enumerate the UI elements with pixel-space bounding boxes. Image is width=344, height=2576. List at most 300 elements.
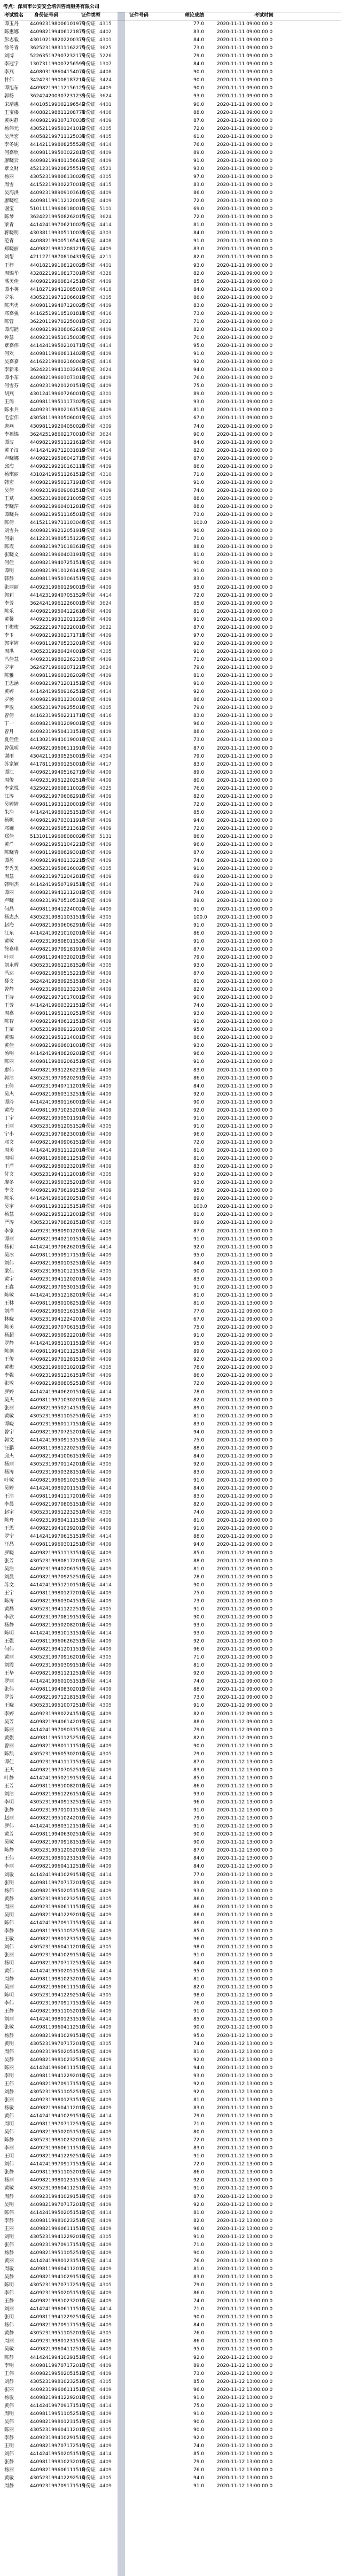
cell-score: 86.0 xyxy=(193,2339,205,2344)
cell-name: 周雪 xyxy=(4,182,14,188)
cell-exam-time: 2020-11-11 09:00:00 0 xyxy=(217,600,273,606)
cell-exam-time: 2020-11-11 09:00:00 0 xyxy=(217,222,273,228)
table-row xyxy=(3,2281,341,2289)
cell-score: 83.0 xyxy=(193,1164,205,1170)
cell-doc-type: 身份证 xyxy=(81,2299,96,2304)
cell-name: 谭小英 xyxy=(4,287,19,292)
cell-seat: 4409 xyxy=(99,2315,112,2320)
cell-score: 96.0 xyxy=(193,1647,205,1653)
cell-id-number: 440982199312262213 xyxy=(30,1067,85,1073)
cell-doc-type: 身份证 xyxy=(81,222,96,228)
cell-id-number: 441424199712031819 xyxy=(30,448,85,453)
cell-name: 杨慧 xyxy=(4,1212,14,1218)
cell-name: 陈静 xyxy=(4,2355,14,2361)
cell-id-number: 440923199504131514 xyxy=(30,729,85,735)
cell-exam-time: 2020-11-11 13:00:00 0 xyxy=(217,1252,273,1258)
table-row xyxy=(3,1654,341,1662)
cell-score: 73.0 xyxy=(193,512,205,518)
cell-id-number: 441522199302270012 xyxy=(30,182,85,188)
cell-exam-time: 2020-11-12 13:00:00 0 xyxy=(217,1840,273,1846)
table-row xyxy=(3,1734,341,1742)
cell-exam-time: 2020-11-12 13:00:00 0 xyxy=(217,2146,273,2151)
cell-exam-time: 2020-11-12 09:00:00 0 xyxy=(217,1494,273,1500)
table-row xyxy=(3,1574,341,1582)
cell-doc-type: 身份证 xyxy=(81,37,96,43)
cell-score: 72.0 xyxy=(193,1139,205,1145)
cell-seat: 4409 xyxy=(99,1453,112,1459)
cell-seat: 4409 xyxy=(99,2178,112,2184)
cell-seat: 4305 xyxy=(99,2234,112,2240)
table-row xyxy=(3,1107,341,1115)
cell-doc-type: 身份证 xyxy=(81,1928,96,1934)
cell-id-number: 440923199201201512 xyxy=(30,383,85,389)
cell-score: 77.0 xyxy=(193,1872,205,1878)
cell-seat: 4409 xyxy=(99,1816,112,1822)
cell-id-number: 440982199407251511 xyxy=(30,560,85,566)
cell-id-number: 430523199511052012 xyxy=(30,2331,85,2336)
cell-score: 90.0 xyxy=(193,995,205,1001)
cell-name: 宋靖惠 xyxy=(4,102,19,107)
cell-exam-time: 2020-11-12 13:00:00 0 xyxy=(217,1832,273,1838)
cell-seat: 4409 xyxy=(99,480,112,485)
cell-doc-type: 身份证 xyxy=(81,1719,96,1725)
cell-name: 陈晓青 xyxy=(4,850,19,856)
cell-exam-time: 2020-11-12 09:00:00 0 xyxy=(217,1373,273,1379)
cell-doc-type: 身份证 xyxy=(81,1977,96,1983)
cell-id-number: 440982199409061512 xyxy=(30,1139,85,1145)
cell-score: 91.0 xyxy=(193,922,205,928)
cell-id-number: 440981199810082018 xyxy=(30,1783,85,1789)
cell-exam-time: 2020-11-11 09:00:00 0 xyxy=(217,303,273,308)
cell-score: 93.0 xyxy=(193,1011,205,1017)
cell-doc-type: 身份证 xyxy=(81,1888,96,1894)
cell-score: 92.0 xyxy=(193,689,205,695)
cell-doc-type: 身份证 xyxy=(81,2443,96,2449)
table-row xyxy=(3,761,341,769)
cell-seat: 4409 xyxy=(99,1204,112,1210)
table-row xyxy=(3,1413,341,1421)
cell-id-number: 441424199507191511 xyxy=(30,882,85,888)
cell-name: 叶丽 xyxy=(4,954,14,960)
cell-name: 杨敏 xyxy=(4,2395,14,2401)
cell-name: 陈蓉 xyxy=(4,319,14,325)
cell-seat: 3624 xyxy=(99,431,112,437)
cell-exam-time: 2020-11-11 09:00:00 0 xyxy=(217,616,273,622)
cell-score: 86.0 xyxy=(193,190,205,196)
cell-exam-time: 2020-11-12 13:00:00 0 xyxy=(217,1880,273,1886)
cell-id-number: 440923199510150036 xyxy=(30,335,85,341)
cell-seat: 4409 xyxy=(99,1977,112,1983)
cell-id-number: 430102198202200379 xyxy=(30,37,85,43)
cell-name: 刘丽 xyxy=(4,2017,14,2023)
cell-exam-time: 2020-11-11 09:00:00 0 xyxy=(217,118,273,124)
cell-score: 84.0 xyxy=(193,1083,205,1089)
cell-exam-time: 2020-11-12 13:00:00 0 xyxy=(217,1864,273,1870)
table-row xyxy=(3,2209,341,2217)
cell-score: 81.0 xyxy=(193,1212,205,1218)
cell-seat: 4409 xyxy=(99,906,112,912)
cell-seat: 4409 xyxy=(99,1526,112,1532)
cell-id-number: 441424199801251513 xyxy=(30,809,85,815)
cell-score: 94.0 xyxy=(193,2065,205,2071)
cell-seat: 4409 xyxy=(99,246,112,252)
cell-doc-type: 身份证 xyxy=(81,1502,96,1508)
cell-name: 王思 xyxy=(4,1526,14,1532)
cell-doc-type: 身份证 xyxy=(81,560,96,566)
cell-exam-time: 2020-11-11 09:00:00 0 xyxy=(217,472,273,477)
cell-seat: 4305 xyxy=(99,1027,112,1033)
cell-id-number: 440982199604112018 xyxy=(30,2105,85,2111)
cell-name: 廖晓红 xyxy=(4,198,19,204)
cell-name: 杨丽 xyxy=(4,2178,14,2184)
cell-name: 谭晓兵 xyxy=(4,512,19,518)
table-row xyxy=(3,688,341,696)
table-row xyxy=(3,592,341,600)
cell-id-number: 440982199710170012 xyxy=(30,995,85,1001)
table-row xyxy=(3,2161,341,2169)
cell-doc-type: 身份证 xyxy=(81,1969,96,1975)
cell-id-number: 440982199707172013 xyxy=(30,2202,85,2208)
cell-score: 85.0 xyxy=(193,600,205,606)
cell-seat: 4414 xyxy=(99,1775,112,1781)
cell-doc-type: 身份证 xyxy=(81,1276,96,1282)
cell-exam-time: 2020-11-12 09:00:00 0 xyxy=(217,1566,273,1572)
cell-doc-type: 身份证 xyxy=(81,2331,96,2336)
cell-doc-type: 身份证 xyxy=(81,793,96,799)
table-row xyxy=(3,994,341,1002)
cell-doc-type: 身份证 xyxy=(81,1598,96,1604)
cell-exam-time: 2020-11-11 09:00:00 0 xyxy=(217,391,273,397)
cell-exam-time: 2020-11-12 13:00:00 0 xyxy=(217,2202,273,2208)
cell-score: 75.0 xyxy=(193,2403,205,2409)
cell-id-number: 441424199610202518 xyxy=(30,1196,85,1202)
table-row xyxy=(3,704,341,712)
cell-name: 罗宁 xyxy=(4,1534,14,1540)
cell-exam-time: 2020-11-11 13:00:00 0 xyxy=(217,777,273,783)
cell-exam-time: 2020-11-11 09:00:00 0 xyxy=(217,552,273,558)
cell-name: 王俊 xyxy=(4,1357,14,1363)
cell-score: 81.0 xyxy=(193,1413,205,1419)
cell-name: 陈雅 xyxy=(4,673,14,679)
table-row xyxy=(3,2040,341,2048)
cell-id-number: 440982199810232516 xyxy=(30,2057,85,2063)
cell-seat: 4409 xyxy=(99,351,112,357)
cell-score: 71.0 xyxy=(193,1655,205,1661)
cell-exam-time: 2020-11-11 13:00:00 0 xyxy=(217,1204,273,1210)
cell-score: 88.0 xyxy=(193,1687,205,1693)
cell-score: 96.0 xyxy=(193,842,205,848)
cell-name: 黄伟 xyxy=(4,2114,14,2119)
cell-seat: 4409 xyxy=(99,2395,112,2401)
cell-exam-time: 2020-11-12 09:00:00 0 xyxy=(217,1429,273,1435)
table-row xyxy=(3,398,341,406)
table-row xyxy=(3,2313,341,2322)
table-row xyxy=(3,2016,341,2024)
cell-doc-type: 身份证 xyxy=(81,2290,96,2296)
cell-exam-time: 2020-11-11 13:00:00 0 xyxy=(217,1156,273,1162)
cell-score: 94.0 xyxy=(193,1542,205,1548)
cell-score: 81.0 xyxy=(193,1566,205,1572)
cell-seat: 4409 xyxy=(99,987,112,992)
cell-id-number: 440105199002196542 xyxy=(30,102,85,107)
cell-score: 93.0 xyxy=(193,1043,205,1049)
cell-exam-time: 2020-11-11 09:00:00 0 xyxy=(217,415,273,421)
cell-exam-time: 2020-11-12 09:00:00 0 xyxy=(217,1550,273,1556)
cell-id-number: 440923199712042818 xyxy=(30,874,85,880)
table-row xyxy=(3,390,341,398)
cell-seat: 4414 xyxy=(99,2258,112,2264)
cell-name: 黄敏 xyxy=(4,2186,14,2192)
header-name: 考试姓名 xyxy=(4,13,24,18)
cell-score: 89.0 xyxy=(193,1220,205,1226)
cell-exam-time: 2020-11-11 13:00:00 0 xyxy=(217,1131,273,1137)
cell-name: 李文 xyxy=(4,1188,14,1194)
cell-name: 汤明 xyxy=(4,1051,14,1057)
table-row xyxy=(3,28,341,36)
cell-score: 82.0 xyxy=(193,254,205,260)
table-row xyxy=(3,455,341,463)
cell-id-number: 440981199311200019 xyxy=(30,801,85,807)
cell-seat: 4409 xyxy=(99,2033,112,2039)
cell-seat: 4409 xyxy=(99,464,112,469)
cell-exam-time: 2020-11-11 09:00:00 0 xyxy=(217,359,273,365)
cell-id-number: 430523199512232514 xyxy=(30,1510,85,1516)
cell-seat: 4409 xyxy=(99,2387,112,2393)
cell-seat: 4409 xyxy=(99,439,112,445)
cell-id-number: 440981199705232014 xyxy=(30,641,85,646)
table-row xyxy=(3,1614,341,1622)
table-row xyxy=(3,849,341,857)
table-row xyxy=(3,447,341,455)
cell-doc-type: 身份证 xyxy=(81,1003,96,1009)
cell-seat: 4409 xyxy=(99,1856,112,1862)
cell-id-number: 440923199411202014 xyxy=(30,1276,85,1282)
cell-seat: 4409 xyxy=(99,1936,112,1942)
cell-name: 何嘉欣 xyxy=(4,150,19,156)
cell-id-number: 430523199708281518 xyxy=(30,1220,85,1226)
cell-doc-type: 身份证 xyxy=(81,1687,96,1693)
cell-exam-time: 2020-11-11 09:00:00 0 xyxy=(217,142,273,148)
cell-exam-time: 2020-11-12 09:00:00 0 xyxy=(217,1333,273,1339)
cell-id-number: 440981199806293018 xyxy=(30,850,85,856)
cell-score: 92.0 xyxy=(193,1671,205,1677)
cell-score: 98.0 xyxy=(193,1993,205,1999)
cell-doc-type: 身份证 xyxy=(81,1260,96,1266)
table-row xyxy=(3,1292,341,1300)
cell-doc-type: 身份证 xyxy=(81,78,96,83)
cell-name: 韩静 xyxy=(4,576,14,582)
table-row xyxy=(3,1211,341,1219)
cell-name: 刘静 xyxy=(4,2089,14,2095)
cell-seat: 3624 xyxy=(99,600,112,606)
cell-id-number: 440982199710183618 xyxy=(30,544,85,550)
cell-doc-type: 身份证 xyxy=(81,1848,96,1854)
cell-id-number: 440923198909103616 xyxy=(30,190,85,196)
cell-name: 李欣 xyxy=(4,1614,14,1620)
cell-exam-time: 2020-11-11 09:00:00 0 xyxy=(217,126,273,132)
cell-name: 王丽 xyxy=(4,1123,14,1129)
cell-seat: 4301 xyxy=(99,37,112,43)
cell-seat: 4325 xyxy=(99,785,112,791)
cell-doc-type: 身份证 xyxy=(81,1341,96,1347)
cell-seat: 4305 xyxy=(99,1268,112,1274)
table-row xyxy=(3,358,341,366)
cell-exam-time: 2020-11-12 09:00:00 0 xyxy=(217,1574,273,1580)
table-row xyxy=(3,1662,341,1670)
cell-seat: 4521 xyxy=(99,166,112,172)
cell-name: 何娟 xyxy=(4,536,14,542)
cell-score: 74.0 xyxy=(193,2443,205,2449)
cell-score: 90.0 xyxy=(193,1832,205,1838)
table-row xyxy=(3,302,341,310)
cell-name: 王诗 xyxy=(4,995,14,1001)
cell-seat: 3622 xyxy=(99,624,112,630)
cell-exam-time: 2020-11-12 13:00:00 0 xyxy=(217,1767,273,1773)
cell-exam-time: 2020-11-11 13:00:00 0 xyxy=(217,729,273,735)
cell-id-number: 430523199412292514 xyxy=(30,1993,85,1999)
table-row xyxy=(3,245,341,253)
table-row xyxy=(3,310,341,318)
cell-id-number: 440982199502141512 xyxy=(30,1405,85,1411)
cell-doc-type: 身份证 xyxy=(81,1309,96,1314)
table-row xyxy=(3,165,341,173)
cell-id-number: 440981199511102517 xyxy=(30,1011,85,1017)
cell-id-number: 440981199608114024 xyxy=(30,351,85,357)
table-row xyxy=(3,2104,341,2112)
cell-doc-type: 身份证 xyxy=(81,1800,96,1806)
cell-doc-type: 身份证 xyxy=(81,448,96,453)
cell-name: 黄伟 xyxy=(4,2403,14,2409)
table-row xyxy=(3,1927,341,1935)
cell-name: 黄强 xyxy=(4,1735,14,1741)
table-row xyxy=(3,954,341,962)
cell-score: 76.0 xyxy=(193,2467,205,2473)
cell-name: 廖晓云 xyxy=(4,158,19,164)
cell-name: 王倩 xyxy=(4,1083,14,1089)
cell-name: 李丽 xyxy=(4,2146,14,2151)
cell-id-number: 440982199606111914 xyxy=(30,745,85,751)
table-row xyxy=(3,785,341,793)
table-row xyxy=(3,1421,341,1429)
cell-score: 89.0 xyxy=(193,769,205,775)
cell-score: 73.0 xyxy=(193,311,205,317)
cell-score: 81.0 xyxy=(193,1977,205,1983)
cell-doc-type: 身份证 xyxy=(81,1832,96,1838)
cell-id-number: 440882198811208771 xyxy=(30,110,85,115)
cell-name: 谭佳 xyxy=(4,1759,14,1765)
cell-name: 黄磊 xyxy=(4,1606,14,1612)
cell-name: 陈霞 xyxy=(4,544,14,550)
cell-id-number: 440982199811212514 xyxy=(30,1671,85,1677)
cell-exam-time: 2020-11-11 13:00:00 0 xyxy=(217,914,273,920)
cell-name: 郭莉 xyxy=(4,592,14,598)
cell-id-number: 440981199511252516 xyxy=(30,1735,85,1741)
table-row xyxy=(3,2024,341,2032)
cell-name: 谭海能 xyxy=(4,327,19,333)
cell-exam-time: 2020-11-12 13:00:00 0 xyxy=(217,2122,273,2127)
cell-score: 81.0 xyxy=(193,1292,205,1298)
cell-seat: 4305 xyxy=(99,1800,112,1806)
cell-doc-type: 身份证 xyxy=(81,1131,96,1137)
cell-name: 叶静 xyxy=(4,1775,14,1781)
cell-doc-type: 身份证 xyxy=(81,415,96,421)
cell-seat: 4409 xyxy=(99,769,112,775)
cell-id-number: 440923199609081518 xyxy=(30,488,85,493)
cell-doc-type: 身份证 xyxy=(81,1470,96,1475)
cell-id-number: 440982199709181513 xyxy=(30,1840,85,1846)
cell-score: 82.0 xyxy=(193,327,205,333)
cell-name: 黄敏 xyxy=(4,938,14,944)
cell-doc-type: 身份证 xyxy=(81,1727,96,1733)
cell-seat: 4409 xyxy=(99,1091,112,1097)
cell-seat: 4409 xyxy=(99,2435,112,2441)
cell-score: 95.0 xyxy=(193,1252,205,1258)
cell-seat: 4409 xyxy=(99,970,112,976)
cell-doc-type: 身份证 xyxy=(81,1453,96,1459)
cell-score: 98.0 xyxy=(193,1944,205,1950)
cell-doc-type: 身份证 xyxy=(81,1655,96,1661)
cell-seat: 4310 xyxy=(99,472,112,477)
table-row xyxy=(3,229,341,237)
cell-score: 82.0 xyxy=(193,1502,205,1508)
cell-exam-time: 2020-11-11 09:00:00 0 xyxy=(217,102,273,107)
cell-seat: 4409 xyxy=(99,1260,112,1266)
cell-exam-time: 2020-11-11 09:00:00 0 xyxy=(217,279,273,284)
cell-exam-time: 2020-11-11 09:00:00 0 xyxy=(217,182,273,188)
cell-name: 吴明 xyxy=(4,1912,14,1918)
cell-name: 张丽 xyxy=(4,1953,14,1958)
cell-exam-time: 2020-11-12 13:00:00 0 xyxy=(217,2299,273,2304)
cell-name: 彭志毅 xyxy=(4,37,19,43)
cell-id-number: 440923199701011512 xyxy=(30,1808,85,1814)
cell-exam-time: 2020-11-11 13:00:00 0 xyxy=(217,970,273,976)
cell-id-number: 452123199208255519 xyxy=(30,166,85,172)
cell-score: 79.0 xyxy=(193,1816,205,1822)
cell-id-number: 440982199604112518 xyxy=(30,2347,85,2353)
table-row xyxy=(3,1895,341,1903)
cell-seat: 4409 xyxy=(99,2130,112,2135)
cell-id-number: 430523199701142018 xyxy=(30,1461,85,1467)
cell-score: 77.0 xyxy=(193,1309,205,1314)
cell-name: 黄洋 xyxy=(4,842,14,848)
cell-name: 杨静 xyxy=(4,2033,14,2039)
cell-name: 周俊 xyxy=(4,777,14,783)
table-row xyxy=(3,2193,341,2201)
cell-seat: 4409 xyxy=(99,86,112,91)
cell-name: 吴冰 xyxy=(4,1252,14,1258)
cell-exam-time: 2020-11-11 13:00:00 0 xyxy=(217,657,273,662)
cell-seat: 4409 xyxy=(99,190,112,196)
cell-name: 陈静 xyxy=(4,1848,14,1854)
cell-name: 王苗 xyxy=(4,1027,14,1033)
cell-score: 92.0 xyxy=(193,641,205,646)
cell-id-number: 440982199412292014 xyxy=(30,2395,85,2401)
cell-name: 周明 xyxy=(4,2122,14,2127)
cell-doc-type: 身份证 xyxy=(81,1252,96,1258)
cell-name: 尹敏 xyxy=(4,705,14,711)
cell-seat: 4409 xyxy=(99,1639,112,1645)
cell-id-number: 441424199502051512 xyxy=(30,1969,85,1975)
cell-doc-type: 身份证 xyxy=(81,633,96,638)
cell-name: 黄芳 xyxy=(4,1832,14,1838)
cell-score: 88.0 xyxy=(193,1558,205,1564)
table-row xyxy=(3,1493,341,1501)
cell-seat: 4414 xyxy=(99,1341,112,1347)
cell-name: 谢雨 xyxy=(4,753,14,759)
cell-seat: 4409 xyxy=(99,2025,112,2031)
cell-name: 张丽 xyxy=(4,2387,14,2393)
cell-name: 邱杰 xyxy=(4,1453,14,1459)
